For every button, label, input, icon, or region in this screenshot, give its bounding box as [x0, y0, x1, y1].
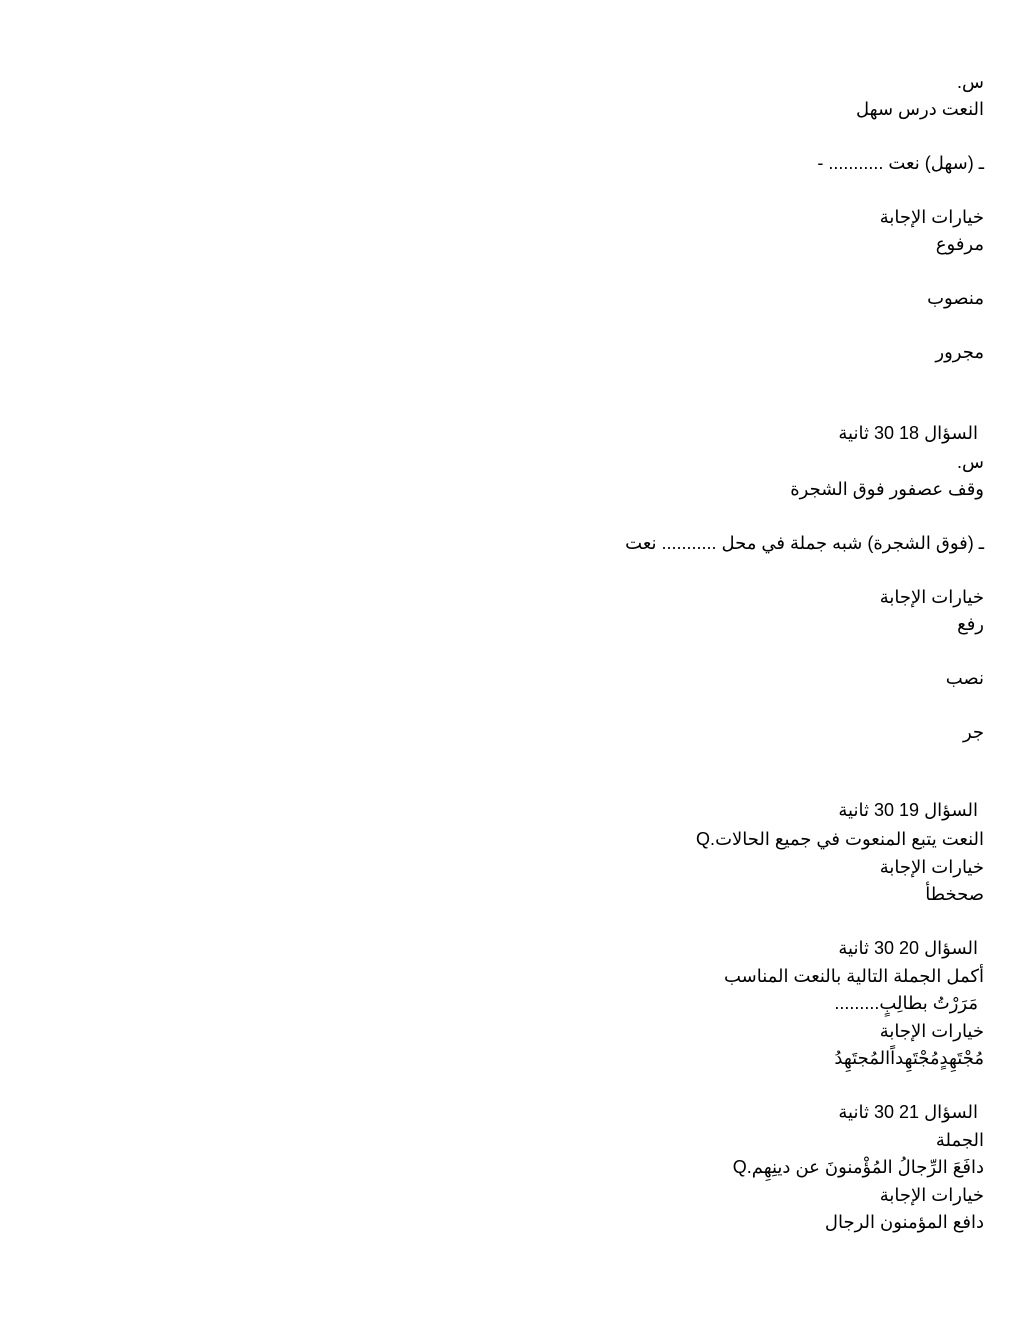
answer-options-label: خيارات الإجابة — [879, 1021, 984, 1041]
question-prompt: ـ (سهل) نعت ........... - — [817, 153, 984, 173]
question-text: Q.النعت يتبع المنعوت في جميع الحالات — [696, 829, 984, 849]
answer-options-label: خيارات الإجابة — [879, 587, 984, 607]
answer-option: جر — [962, 722, 984, 742]
question-prompt: ـ (فوق الشجرة) شبه جملة في محل ........... نعت — [625, 533, 984, 553]
answer-options-line: مُجْتَهِدٍمُجْتَهِداًالمُجتَهِدُ — [834, 1048, 984, 1068]
question-label: الجملة — [935, 1130, 984, 1150]
answer-options-label: خيارات الإجابة — [879, 857, 984, 877]
question-sentence: وقف عصفور فوق الشجرة — [790, 479, 984, 499]
answer-options-line: دافع المؤمنون الرجال — [824, 1212, 984, 1232]
answer-option: منصوب — [927, 288, 984, 308]
question-sentence: Q.دافَعَ الرِّجالُ المُؤْمنونَ عن دينِهِم — [732, 1157, 984, 1177]
question-marker: س. — [957, 72, 984, 92]
question-marker: س. — [957, 452, 984, 472]
question-header: السؤال 20 30 ثانية — [838, 938, 978, 958]
answer-option: مرفوع — [935, 234, 984, 254]
answer-option: رفع — [957, 614, 984, 634]
question-instruction: أكمل الجملة التالية بالنعت المناسب — [723, 966, 984, 986]
answer-options-label: خيارات الإجابة — [879, 1185, 984, 1205]
question-sentence: النعت درس سهل — [856, 99, 984, 119]
answer-options-line: صحخطأ — [925, 884, 984, 904]
question-header: السؤال 18 30 ثانية — [838, 423, 978, 443]
question-header: السؤال 21 30 ثانية — [838, 1102, 978, 1122]
question-sentence: مَرَرْتُ بطالِبٍ......... — [834, 993, 978, 1013]
answer-option: نصب — [945, 668, 984, 688]
answer-options-label: خيارات الإجابة — [879, 207, 984, 227]
answer-option: مجرور — [935, 342, 984, 362]
question-header: السؤال 19 30 ثانية — [838, 800, 978, 820]
